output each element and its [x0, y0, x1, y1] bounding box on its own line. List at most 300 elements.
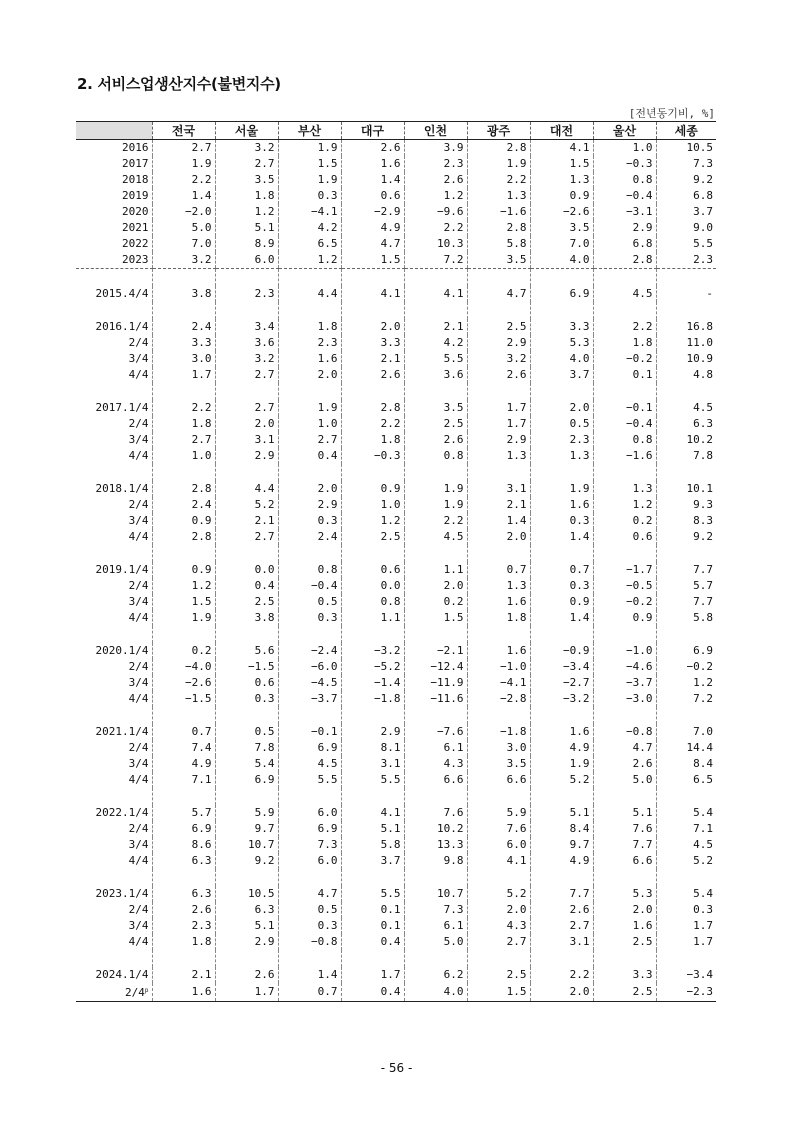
spacer-row [76, 707, 716, 724]
column-header: 전국 [152, 122, 215, 140]
table-cell: 2.7 [530, 918, 593, 934]
table-cell: 4.5 [656, 837, 716, 853]
table-cell: 1.0 [152, 448, 215, 464]
table-cell: 3.2 [152, 252, 215, 269]
table-cell: 9.0 [656, 220, 716, 236]
table-cell: 2.8 [467, 140, 530, 157]
table-cell: 2.7 [152, 432, 215, 448]
table-cell: 8.4 [656, 756, 716, 772]
table-cell: 1.9 [152, 156, 215, 172]
table-cell: −3.2 [530, 691, 593, 707]
table-cell: 0.0 [341, 578, 404, 594]
table-cell: 2.3 [152, 918, 215, 934]
table-cell: 2.1 [404, 319, 467, 335]
row-label: 3/4 [128, 676, 149, 689]
table-cell: 0.4 [341, 934, 404, 950]
table-cell: 3.3 [530, 319, 593, 335]
table-cell: −1.7 [593, 562, 656, 578]
table-cell: −1.6 [593, 448, 656, 464]
table-cell: 4.2 [278, 220, 341, 236]
row-label: 2/4 [128, 822, 149, 835]
table-cell: 2.3 [404, 156, 467, 172]
row-label: 4/4 [128, 611, 149, 624]
table-cell: −1.0 [467, 659, 530, 675]
table-row [76, 172, 716, 188]
table-cell: −3.4 [530, 659, 593, 675]
table-cell: 11.0 [656, 335, 716, 351]
table-row [76, 934, 716, 950]
table-cell: −1.6 [467, 204, 530, 220]
table-cell: 3.2 [215, 140, 278, 157]
unit-label: [전년동기비, %] [628, 107, 715, 120]
table-cell: 1.6 [593, 918, 656, 934]
table-cell: 1.7 [215, 983, 278, 1002]
table-cell: 14.4 [656, 740, 716, 756]
table-cell: 3.2 [215, 351, 278, 367]
table-cell: 3.5 [215, 172, 278, 188]
row-label: 2023 [76, 252, 152, 269]
table-cell: 4.7 [278, 886, 341, 902]
table-cell: 4.1 [467, 853, 530, 869]
table-cell: 0.8 [404, 448, 467, 464]
table-cell: 10.1 [656, 481, 716, 497]
table-cell: 1.5 [530, 156, 593, 172]
table-cell: 1.2 [656, 675, 716, 691]
spacer-row [76, 464, 716, 481]
table-cell: −0.1 [593, 400, 656, 416]
table-cell: 9.2 [215, 853, 278, 869]
table-row [76, 140, 716, 157]
table-cell: 1.2 [152, 578, 215, 594]
table-row [76, 740, 716, 756]
table-cell: 6.2 [404, 967, 467, 983]
table-cell: 1.6 [341, 156, 404, 172]
table-cell: −4.5 [278, 675, 341, 691]
table-cell: 0.4 [278, 448, 341, 464]
table-row [76, 675, 716, 691]
table-cell: 4.8 [656, 367, 716, 383]
table-cell: 5.4 [215, 756, 278, 772]
table-cell: 1.6 [152, 983, 215, 1002]
table-cell: 10.3 [404, 236, 467, 252]
table-cell: 7.1 [656, 821, 716, 837]
table-cell: 9.7 [215, 821, 278, 837]
table-cell: 4.5 [278, 756, 341, 772]
table-cell: 4.1 [530, 140, 593, 157]
table-cell: −3.2 [341, 643, 404, 659]
table-row [76, 236, 716, 252]
column-header: 대전 [530, 122, 593, 140]
table-cell: 9.2 [656, 172, 716, 188]
table-cell: 1.9 [467, 156, 530, 172]
table-cell: 6.9 [152, 821, 215, 837]
table-cell: 5.7 [656, 578, 716, 594]
table-cell: −3.0 [593, 691, 656, 707]
table-cell: 2.0 [341, 319, 404, 335]
table-row [76, 756, 716, 772]
table-row [76, 659, 716, 675]
table-cell: 2.4 [152, 319, 215, 335]
table-row [76, 513, 716, 529]
table-cell: −0.4 [278, 578, 341, 594]
table-cell: 10.2 [404, 821, 467, 837]
row-label: 2021.1/4 [95, 725, 149, 738]
table-cell: 7.3 [278, 837, 341, 853]
table-cell: −2.0 [152, 204, 215, 220]
table-cell: 0.1 [341, 918, 404, 934]
table-cell: −4.1 [278, 204, 341, 220]
table-cell: 3.3 [593, 967, 656, 983]
table-cell: 5.5 [278, 772, 341, 788]
table-cell: −0.3 [341, 448, 404, 464]
table-cell: 0.3 [530, 578, 593, 594]
table-cell: 3.7 [341, 853, 404, 869]
row-label: 3/4 [128, 757, 149, 770]
table-cell: 4.4 [215, 481, 278, 497]
table-cell: 2.4 [278, 529, 341, 545]
table-cell: 7.8 [215, 740, 278, 756]
table-cell: 6.8 [656, 188, 716, 204]
table-cell: 6.3 [656, 416, 716, 432]
table-cell: - [656, 286, 716, 302]
table-cell: 2.2 [404, 513, 467, 529]
table-row [76, 481, 716, 497]
table-cell: 1.5 [278, 156, 341, 172]
table-cell: 2.6 [404, 172, 467, 188]
table-cell: 1.5 [152, 594, 215, 610]
table-cell: −2.8 [467, 691, 530, 707]
table-cell: 2.2 [530, 967, 593, 983]
table-cell: 0.9 [341, 481, 404, 497]
spacer-row [76, 269, 716, 287]
table-cell: 1.3 [530, 448, 593, 464]
table-cell: 8.3 [656, 513, 716, 529]
table-cell: 2.3 [278, 335, 341, 351]
table-cell: 9.2 [656, 529, 716, 545]
table-cell: 4.3 [404, 756, 467, 772]
table-row [76, 286, 716, 302]
table-cell: 5.5 [404, 351, 467, 367]
table-cell: 0.0 [215, 562, 278, 578]
table-cell: 3.1 [341, 756, 404, 772]
table-cell: 2.7 [152, 140, 215, 157]
table-cell: 4.7 [467, 286, 530, 302]
table-cell: 1.7 [467, 400, 530, 416]
table-cell: 9.3 [656, 497, 716, 513]
table-cell: 7.6 [593, 821, 656, 837]
table-cell: 5.8 [341, 837, 404, 853]
table-cell: 1.4 [278, 967, 341, 983]
row-label: 2/4 [128, 417, 149, 430]
table-cell: 7.7 [593, 837, 656, 853]
table-cell: −1.8 [467, 724, 530, 740]
table-cell: 1.5 [404, 610, 467, 626]
column-header: 서울 [215, 122, 278, 140]
table-cell: 2.5 [404, 416, 467, 432]
table-cell: 8.4 [530, 821, 593, 837]
table-cell: 0.2 [593, 513, 656, 529]
table-cell: 2.7 [215, 367, 278, 383]
table-cell: 7.0 [530, 236, 593, 252]
table-cell: 2.8 [341, 400, 404, 416]
table-cell: −5.2 [341, 659, 404, 675]
table-row [76, 643, 716, 659]
table-cell: 1.3 [467, 448, 530, 464]
table-cell: 6.5 [656, 772, 716, 788]
table-cell: 5.0 [404, 934, 467, 950]
row-label: 2022.1/4 [95, 806, 149, 819]
table-cell: 1.7 [656, 934, 716, 950]
table-cell: 2.7 [467, 934, 530, 950]
table-cell: 3.6 [215, 335, 278, 351]
table-cell: 2.5 [467, 967, 530, 983]
table-cell: 0.2 [404, 594, 467, 610]
table-row [76, 772, 716, 788]
table-cell: −3.4 [656, 967, 716, 983]
table-cell: −0.1 [278, 724, 341, 740]
table-cell: 5.5 [341, 886, 404, 902]
column-header: 인천 [404, 122, 467, 140]
row-label: 2017.1/4 [95, 401, 149, 414]
row-label: 3/4 [128, 919, 149, 932]
spacer-row [76, 545, 716, 562]
table-cell: 6.1 [404, 740, 467, 756]
table-cell: 4.1 [341, 805, 404, 821]
table-cell: 2.2 [152, 172, 215, 188]
table-cell: 10.5 [656, 140, 716, 157]
table-cell: 2.8 [152, 481, 215, 497]
table-cell: 5.2 [467, 886, 530, 902]
table-cell: 2.2 [341, 416, 404, 432]
table-cell: 3.0 [467, 740, 530, 756]
table-cell: 6.9 [278, 821, 341, 837]
table-row [76, 188, 716, 204]
table-cell: 4.2 [404, 335, 467, 351]
row-label: 4/4 [128, 449, 149, 462]
table-row [76, 335, 716, 351]
table-cell: 10.7 [215, 837, 278, 853]
table-cell: 1.8 [278, 319, 341, 335]
table-cell: 2.1 [215, 513, 278, 529]
table-cell: 2.5 [593, 983, 656, 1002]
table-cell: 2.5 [593, 934, 656, 950]
table-cell: −2.6 [530, 204, 593, 220]
table-cell: 3.8 [152, 286, 215, 302]
table-cell: 6.0 [278, 805, 341, 821]
table-cell: 0.3 [278, 513, 341, 529]
table-cell: 2.6 [467, 367, 530, 383]
table-cell: 1.2 [278, 252, 341, 269]
table-cell: 1.7 [341, 967, 404, 983]
table-cell: 5.9 [467, 805, 530, 821]
table-cell: 1.6 [467, 643, 530, 659]
table-cell: 2.8 [467, 220, 530, 236]
table-row [76, 853, 716, 869]
table-cell: 1.0 [341, 497, 404, 513]
table-cell: 6.5 [278, 236, 341, 252]
table-cell: 0.5 [215, 724, 278, 740]
table-cell: 2.9 [467, 432, 530, 448]
table-cell: 2.6 [593, 756, 656, 772]
row-label: 2/4 [128, 579, 149, 592]
table-cell: −2.7 [530, 675, 593, 691]
table-cell: 1.9 [152, 610, 215, 626]
row-label: 3/4 [128, 433, 149, 446]
table-cell: −0.2 [656, 659, 716, 675]
table-row [76, 367, 716, 383]
table-cell: 7.4 [152, 740, 215, 756]
row-label: 2015.4/4 [95, 287, 149, 300]
table-cell: −2.1 [404, 643, 467, 659]
table-cell: 7.0 [656, 724, 716, 740]
row-label: 4/4 [128, 854, 149, 867]
table-cell: 1.3 [467, 188, 530, 204]
table-cell: 1.3 [467, 578, 530, 594]
table-cell: 5.1 [530, 805, 593, 821]
table-cell: −0.2 [593, 351, 656, 367]
table-cell: 6.9 [656, 643, 716, 659]
table-row [76, 432, 716, 448]
row-label: 4/4 [128, 935, 149, 948]
table-cell: 2.9 [467, 335, 530, 351]
table-cell: 2.3 [656, 252, 716, 269]
table-row [76, 416, 716, 432]
table-cell: 3.1 [530, 934, 593, 950]
table-cell: 7.2 [404, 252, 467, 269]
table-cell: 0.6 [215, 675, 278, 691]
table-cell: 7.7 [530, 886, 593, 902]
table-cell: 0.9 [530, 594, 593, 610]
table-row [76, 983, 716, 1002]
table-cell: 1.8 [152, 416, 215, 432]
table-cell: 2.7 [215, 529, 278, 545]
data-table [76, 121, 716, 1002]
table-cell: −9.6 [404, 204, 467, 220]
table-cell: 0.8 [341, 594, 404, 610]
table-cell: 2.2 [152, 400, 215, 416]
table-cell: 1.4 [152, 188, 215, 204]
row-label: 2020 [122, 205, 149, 218]
table-cell: 5.7 [152, 805, 215, 821]
table-row [76, 724, 716, 740]
table-cell: 6.8 [593, 236, 656, 252]
table-cell: 2.8 [152, 529, 215, 545]
table-cell: 2.6 [404, 432, 467, 448]
row-label: 2024.1/4 [95, 968, 149, 981]
table-cell: 7.8 [656, 448, 716, 464]
table-cell: 2.6 [530, 902, 593, 918]
table-cell: 0.3 [278, 188, 341, 204]
table-row [76, 902, 716, 918]
table-cell: 1.2 [215, 204, 278, 220]
table-cell: 4.9 [152, 756, 215, 772]
table-row [76, 319, 716, 335]
table-cell: −12.4 [404, 659, 467, 675]
table-cell: 1.9 [278, 172, 341, 188]
table-cell: −2.3 [656, 983, 716, 1002]
table-cell: 6.3 [152, 886, 215, 902]
table-row [76, 562, 716, 578]
table-cell: −0.4 [593, 416, 656, 432]
table-cell: 1.8 [152, 934, 215, 950]
table-cell: −1.5 [152, 691, 215, 707]
table-cell: 6.6 [593, 853, 656, 869]
row-label: 4/4 [128, 773, 149, 786]
table-cell: 1.9 [530, 481, 593, 497]
table-cell: 0.7 [467, 562, 530, 578]
table-cell: 1.4 [530, 529, 593, 545]
table-cell: 0.9 [152, 562, 215, 578]
table-cell: 3.3 [341, 335, 404, 351]
page-title: 2. 서비스업생산지수(불변지수) [77, 75, 281, 93]
table-cell: 9.8 [404, 853, 467, 869]
table-cell: 1.3 [593, 481, 656, 497]
table-cell: 1.5 [341, 252, 404, 269]
table-cell: 7.7 [656, 594, 716, 610]
table-cell: 5.2 [215, 497, 278, 513]
table-cell: 16.8 [656, 319, 716, 335]
table-row [76, 886, 716, 902]
table-cell: 0.3 [530, 513, 593, 529]
table-cell: 2.2 [404, 220, 467, 236]
table-cell: 6.9 [278, 740, 341, 756]
table-cell: 3.7 [530, 367, 593, 383]
table-cell: 6.6 [404, 772, 467, 788]
table-cell: 2.6 [152, 902, 215, 918]
table-cell: 5.4 [656, 886, 716, 902]
table-cell: 5.6 [215, 643, 278, 659]
table-cell: 5.3 [530, 335, 593, 351]
table-cell: 7.3 [404, 902, 467, 918]
table-cell: 3.2 [467, 351, 530, 367]
table-cell: 1.9 [530, 756, 593, 772]
table-cell: 5.3 [593, 886, 656, 902]
table-cell: 0.1 [593, 367, 656, 383]
table-cell: 0.3 [278, 918, 341, 934]
table-header-row [76, 122, 716, 140]
row-label: 4/4 [128, 692, 149, 705]
table-cell: 4.0 [530, 252, 593, 269]
table-cell: 2.0 [278, 367, 341, 383]
table-cell: −1.5 [215, 659, 278, 675]
table-cell: 1.4 [530, 610, 593, 626]
table-cell: 5.2 [530, 772, 593, 788]
table-cell: 2.2 [467, 172, 530, 188]
table-cell: 5.1 [215, 220, 278, 236]
table-cell: 6.3 [152, 853, 215, 869]
table-cell: 2.3 [215, 286, 278, 302]
table-cell: 5.2 [656, 853, 716, 869]
spacer-row [76, 869, 716, 886]
table-cell: 2.9 [215, 934, 278, 950]
table-cell: 2.7 [215, 400, 278, 416]
table-cell: 1.9 [404, 497, 467, 513]
table-cell: 0.5 [278, 902, 341, 918]
row-label: 2/4 [128, 498, 149, 511]
table-cell: 1.9 [278, 140, 341, 157]
table-cell: 7.6 [404, 805, 467, 821]
table-cell: 2.1 [467, 497, 530, 513]
table-cell: 7.0 [152, 236, 215, 252]
table-cell: 8.9 [215, 236, 278, 252]
table-cell: 0.9 [593, 610, 656, 626]
table-cell: 3.5 [530, 220, 593, 236]
table-cell: 6.0 [278, 853, 341, 869]
table-cell: 2.0 [215, 416, 278, 432]
table-cell: −3.7 [278, 691, 341, 707]
table-cell: 4.7 [593, 740, 656, 756]
table-cell: 3.1 [467, 481, 530, 497]
